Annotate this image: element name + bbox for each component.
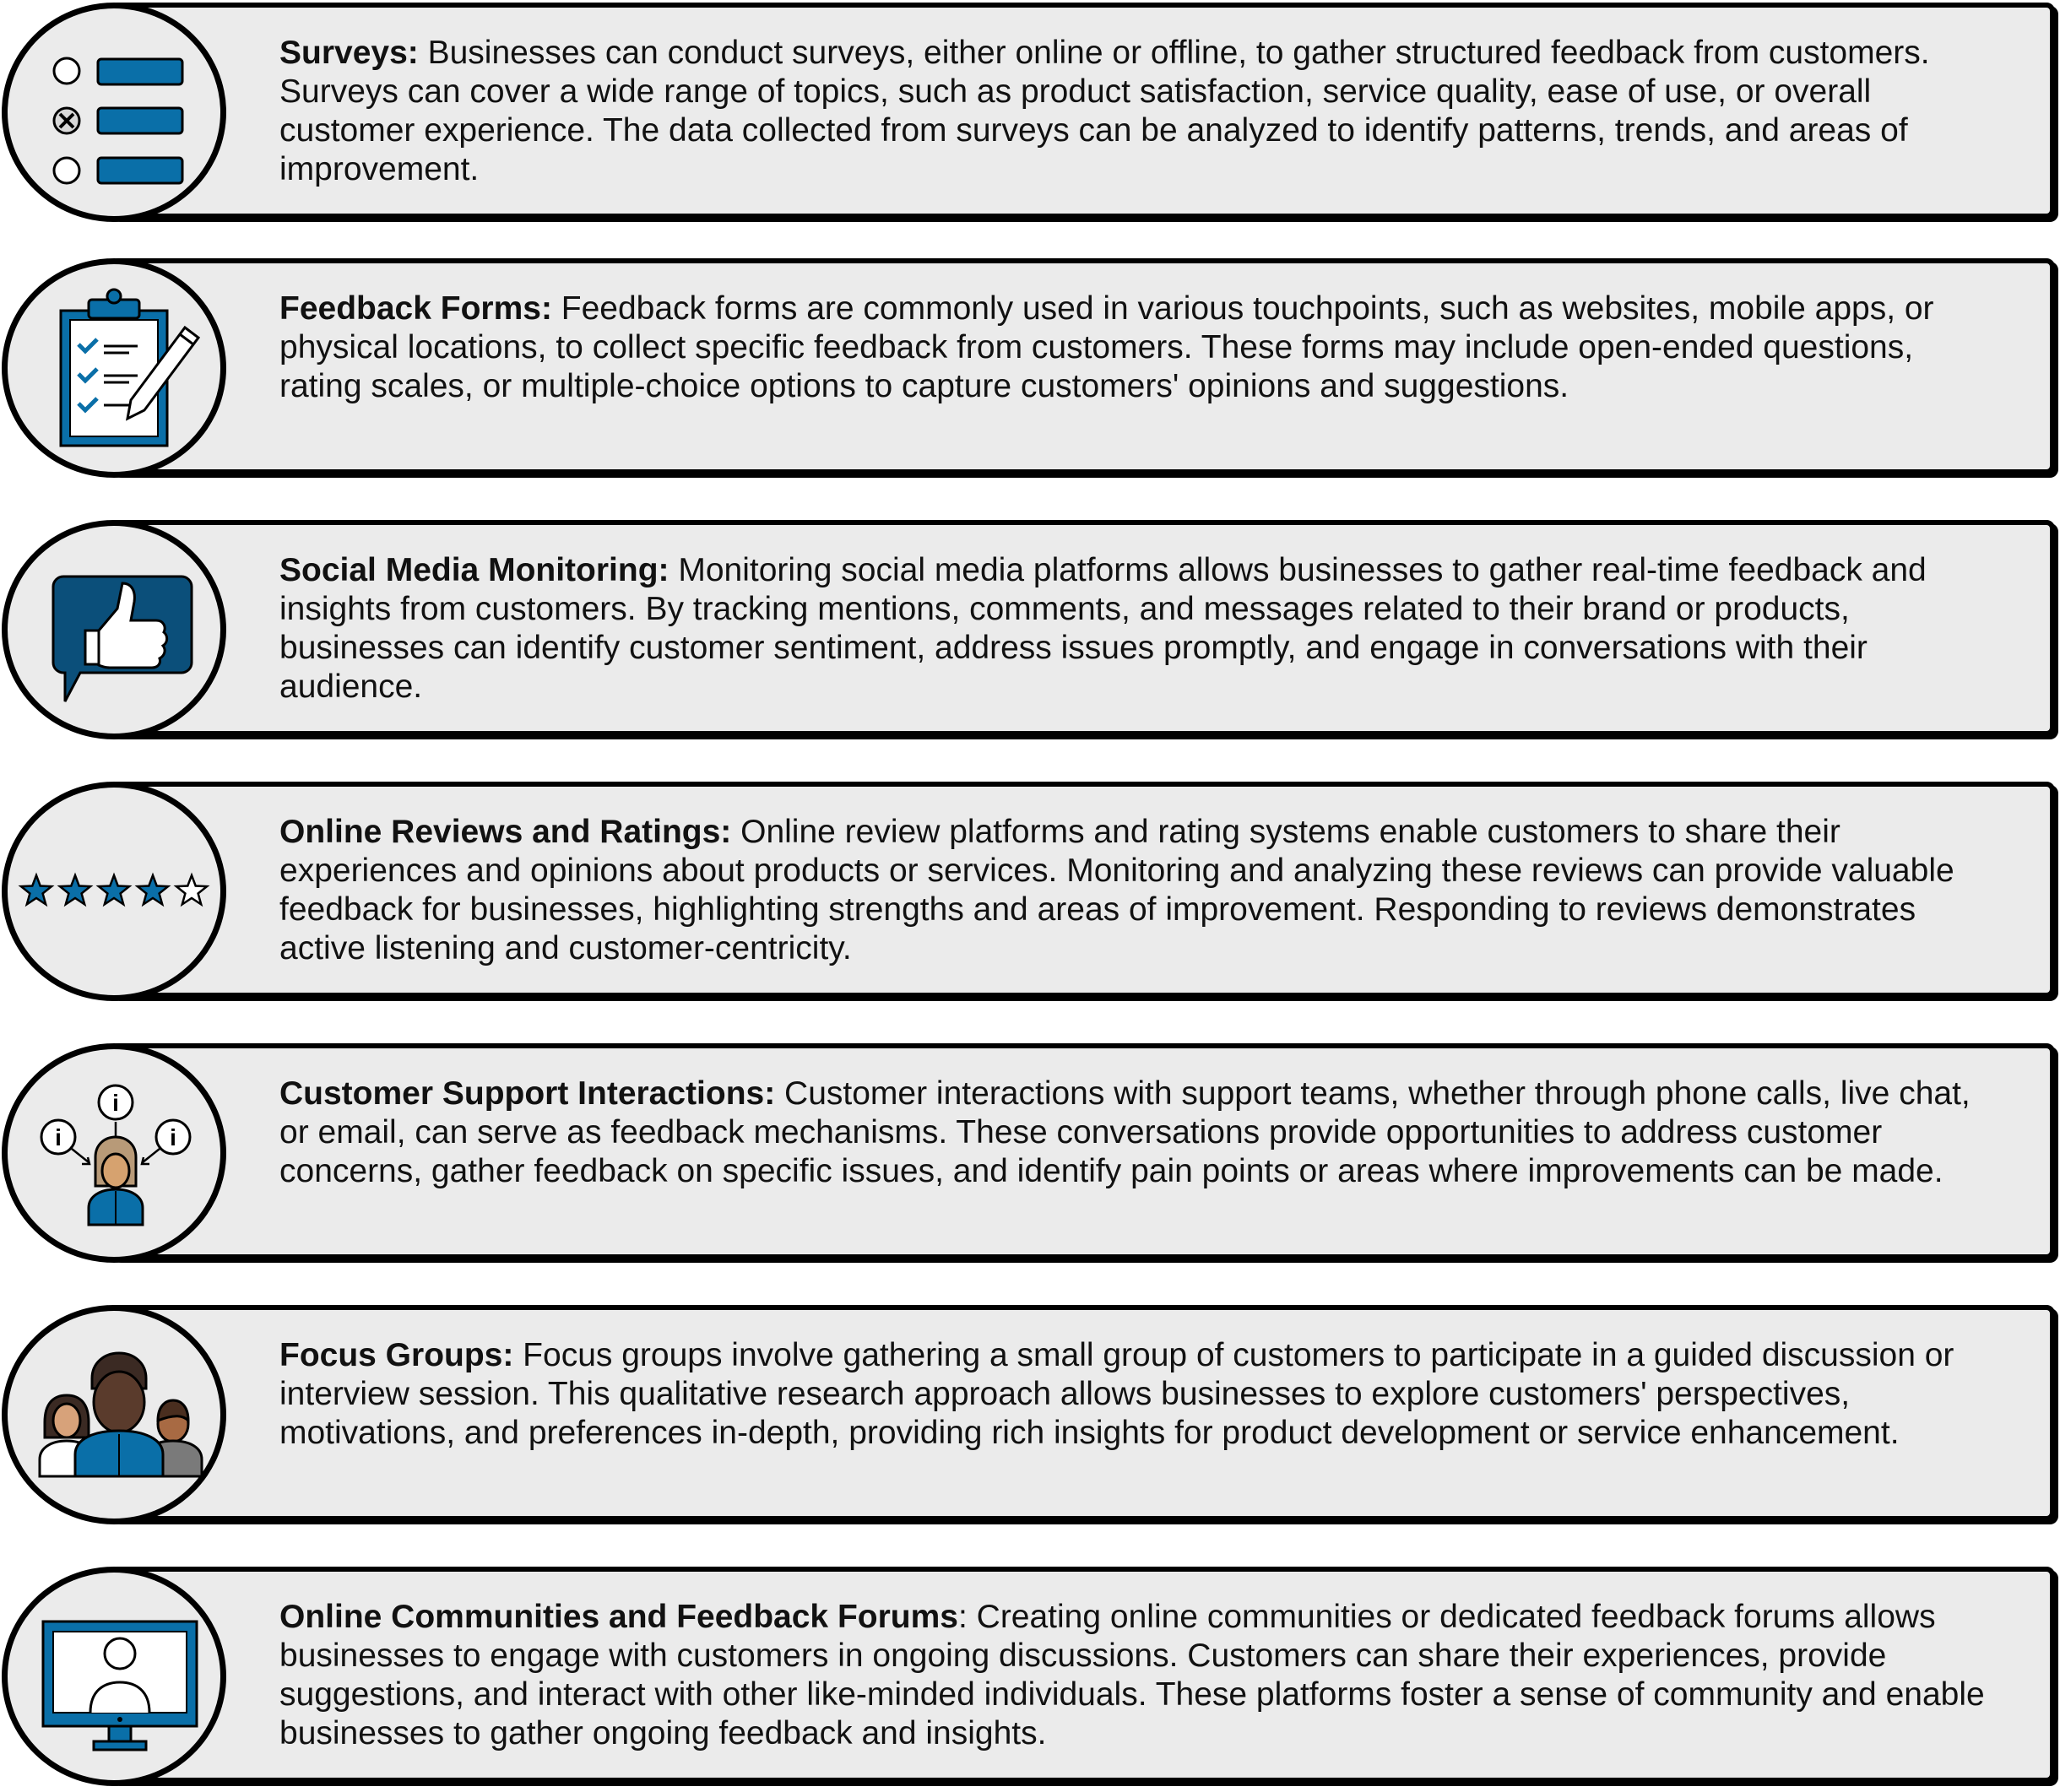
method-description xyxy=(279,551,1993,707)
star-filled-icon xyxy=(60,875,90,904)
icon-circle xyxy=(2,258,226,478)
focus-group-people-icon xyxy=(8,1311,220,1519)
method-body: Monitoring social media platforms allows businesses to gather real-time feedback and insights from customers. By tracking mentions, comments, and messages related to their brand or products, businesses can identify customer sentiment, address issues promptly, and engage in conversations with their audience. xyxy=(279,552,1927,705)
method-row-online-communities xyxy=(0,1564,2060,1789)
star-filled-icon xyxy=(138,875,168,904)
method-description xyxy=(279,813,1993,968)
method-title: Online Reviews and Ratings: xyxy=(279,814,732,850)
method-title: Customer Support Interactions: xyxy=(279,1075,776,1112)
icon-circle xyxy=(2,1043,226,1263)
method-body: Focus groups involve gathering a small group of customers to participate in a guided discussion or interview session. This qualitative research approach allows businesses to explore customers' perspectives, motivations, and preferences in-depth, providing rich insights for product development or service enhancement. xyxy=(279,1337,1954,1451)
method-row-focus-groups xyxy=(0,1302,2060,1527)
star-filled-icon xyxy=(99,875,129,904)
survey-list-icon xyxy=(8,8,220,216)
info-glyph: i xyxy=(55,1124,62,1150)
info-glyph: i xyxy=(170,1124,176,1150)
method-body: Feedback forms are commonly used in various touchpoints, such as websites, mobile apps, or physical locations, to collect specific feedback from customers. These forms may include open-ended questions, rating scales, or multiple-choice options to capture customers' opinions and suggestions. xyxy=(279,290,1934,404)
support-info-person-icon xyxy=(8,1049,220,1257)
icon-circle xyxy=(2,3,226,222)
method-description xyxy=(279,1336,1993,1453)
info-glyph: i xyxy=(112,1090,119,1116)
method-title: Surveys: xyxy=(279,35,419,71)
icon-circle xyxy=(2,1305,226,1524)
monitor-user-icon xyxy=(8,1573,220,1780)
icon-circle xyxy=(2,782,226,1001)
thumbs-up-bubble-icon xyxy=(8,526,220,734)
icon-circle xyxy=(2,1567,226,1786)
method-title: Feedback Forms: xyxy=(279,290,552,327)
method-body: Customer interactions with support teams, whether through phone calls, live chat, or email, can serve as feedback mechanisms. These conversations provide opportunities to address customer concerns, gather feedback on specific issues, and identify pain points or areas where improvements can be made. xyxy=(279,1075,1971,1189)
method-description xyxy=(279,34,1993,189)
star-empty-icon xyxy=(176,875,207,904)
method-row-customer-support xyxy=(0,1041,2060,1265)
method-row-feedback-forms xyxy=(0,256,2060,480)
method-description xyxy=(279,290,1993,406)
method-description xyxy=(279,1075,1993,1191)
method-title: Social Media Monitoring: xyxy=(279,552,670,588)
icon-circle xyxy=(2,520,226,739)
method-body: : Creating online communities or dedicated feedback forums allows businesses to engage with customers in ongoing discussions. Customers can share their experiences, provide suggestions, and interact with other like-minded individuals. These platforms foster a sense of community and enable businesses to gather ongoing feedback and insights. xyxy=(279,1599,1985,1751)
star-filled-icon xyxy=(21,875,52,904)
method-description xyxy=(279,1598,1993,1753)
clipboard-pencil-icon xyxy=(8,264,220,472)
method-row-surveys xyxy=(0,0,2060,225)
method-title: Focus Groups: xyxy=(279,1337,514,1373)
method-title: Online Communities and Feedback Forums xyxy=(279,1599,958,1635)
method-body: Online review platforms and rating systems enable customers to share their experiences and opinions about products or services. Monitoring and analyzing these reviews can provide valuable feedback for businesses, highlighting strengths and areas of improvement. Responding to reviews demonstrates active listening and customer-centricity. xyxy=(279,814,1954,966)
star-rating-icon xyxy=(8,788,220,995)
method-row-social-media xyxy=(0,517,2060,742)
method-body: Businesses can conduct surveys, either online or offline, to gather structured feedback from customers. Surveys can cover a wide range of topics, such as product satisfaction, service quality, ease of use, or overall customer experience. The data collected from surveys can be analyzed to identify patterns, trends, and areas of improvement. xyxy=(279,35,1930,187)
method-row-online-reviews xyxy=(0,779,2060,1004)
